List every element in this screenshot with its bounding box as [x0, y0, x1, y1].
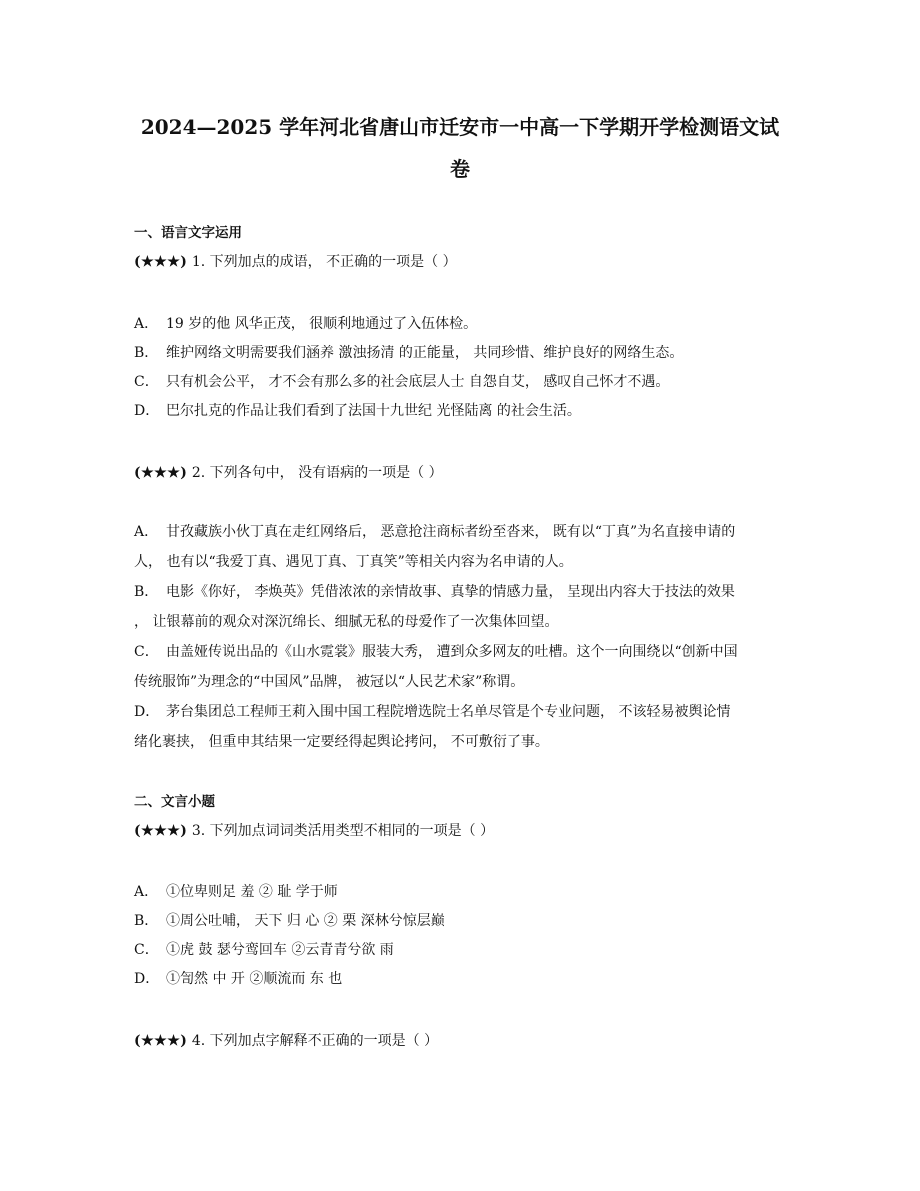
option-label: C． [134, 644, 159, 660]
q3-option-b [134, 910, 445, 930]
option-text: ①周公吐哺， 天下 归 心 ② 栗 深林兮惊层巅 [166, 913, 445, 929]
option-text: 19 岁的他 风华正茂， 很顺利地通过了入伍体检。 [166, 316, 478, 332]
question-1 [134, 251, 457, 271]
option-label: B． [134, 345, 159, 361]
q2-option-d [134, 697, 784, 757]
question-text: 4. 下列加点字解释不正确的一项是（ ） [191, 1033, 439, 1049]
option-text: 巴尔扎克的作品让我们看到了法国十九世纪 光怪陆离 的社会生活。 [166, 403, 581, 419]
q1-option-d [134, 400, 581, 420]
question-text: 3. 下列加点词词类活用类型不相同的一项是（ ） [191, 823, 495, 839]
option-text-line-1: 由盖娅传说出品的《山水霓裳》服装大秀， 遭到众多网友的吐槽。这个一向围绕以“创新中国 [166, 644, 738, 660]
section-heading-1: 一、语言文字运用 [134, 225, 242, 241]
question-text: 2. 下列各句中， 没有语病的一项是（ ） [191, 465, 443, 481]
q3-option-d [134, 968, 342, 988]
option-label: D． [134, 971, 160, 987]
option-text-line-2: 绪化裹挟， 但重申其结果一定要经得起舆论拷问， 不可敷衍了事。 [134, 734, 549, 750]
option-label: D． [134, 403, 160, 419]
q2-option-a [134, 517, 784, 577]
q2-option-c [134, 637, 784, 697]
option-label: D． [134, 704, 160, 720]
option-text: 维护网络文明需要我们涵养 激浊扬清 的正能量， 共同珍惜、维护良好的网络生态。 [166, 345, 684, 361]
option-text-line-2: 人， 也有以“我爱丁真、遇见丁真、丁真笑”等相关内容为名申请的人。 [134, 554, 573, 570]
q1-option-b [134, 342, 683, 362]
q3-option-c [134, 939, 394, 959]
difficulty-stars: (★★★) [134, 1033, 188, 1049]
option-label: A． [134, 884, 159, 900]
title-line-2: 卷 [450, 157, 470, 181]
option-text-line-1: 茅台集团总工程师王莉入围中国工程院增选院士名单尽管是个专业问题， 不该轻易被舆论情 [166, 704, 731, 720]
option-label: A． [134, 316, 159, 332]
option-text-line-2: ， 让银幕前的观众对深沉绵长、细腻无私的母爱作了一次集体回望。 [134, 614, 559, 630]
section-heading-2: 二、文言小题 [134, 794, 215, 810]
option-label: C． [134, 374, 159, 390]
option-text: 只有机会公平， 才不会有那么多的社会底层人士 自怨自艾， 感叹自己怀才不遇。 [166, 374, 670, 390]
option-text-line-1: 电影《你好， 李焕英》凭借浓浓的亲情故事、真挚的情感力量， 呈现出内容大于技法的效果 [166, 584, 735, 600]
title-line-1: 2024—2025 学年河北省唐山市迁安市一中高一下学期开学检测语文试 [140, 115, 780, 139]
question-text: 1. 下列加点的成语， 不正确的一项是（ ） [191, 254, 457, 270]
option-label: B． [134, 584, 159, 600]
option-text-line-2: 传统服饰”为理念的“中国风”品牌， 被冠以“人民艺术家”称谓。 [134, 674, 525, 690]
difficulty-stars: (★★★) [134, 254, 188, 270]
option-label: A． [134, 524, 159, 540]
difficulty-stars: (★★★) [134, 465, 188, 481]
option-text: ①位卑则足 羞 ② 耻 学于师 [166, 884, 338, 900]
option-label: C． [134, 942, 159, 958]
difficulty-stars: (★★★) [134, 823, 188, 839]
option-text-line-1: 甘孜藏族小伙丁真在走红网络后， 恶意抢注商标者纷至沓来， 既有以“丁真”为名直接申请的 [166, 524, 736, 540]
q1-option-a [134, 313, 477, 333]
option-text: ①虎 鼓 瑟兮鸾回车 ②云青青兮欲 雨 [166, 942, 394, 958]
question-4 [134, 1030, 438, 1050]
page-title [120, 106, 800, 190]
q1-option-c [134, 371, 669, 391]
question-3 [134, 820, 494, 840]
option-text: ①訇然 中 开 ②顺流而 东 也 [166, 971, 343, 987]
option-label: B． [134, 913, 159, 929]
question-2 [134, 462, 443, 482]
q3-option-a [134, 881, 338, 901]
q2-option-b [134, 577, 784, 637]
